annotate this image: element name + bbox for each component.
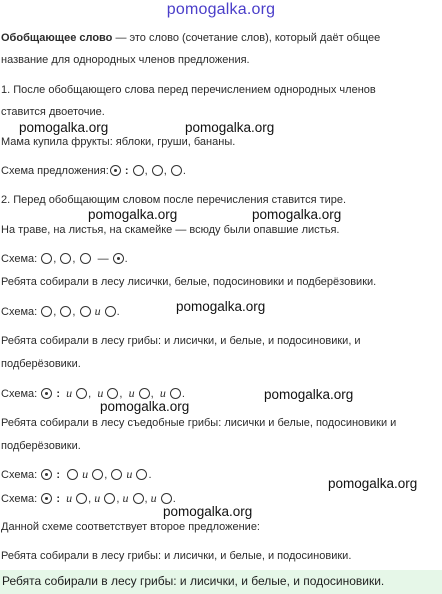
scheme-1: Схема предложения: : , , . (1, 165, 186, 177)
member-circle-icon (76, 493, 87, 504)
definition-line-1 (1, 31, 380, 45)
member-circle-icon (60, 306, 71, 317)
rule-1-line-1: 1. После обобщающего слова перед перечислением однородных членов (1, 84, 376, 96)
example-3: Ребята собирали в лесу лисички, белые, подосиновики и подберёзовики. (1, 276, 377, 288)
scheme-label: Схема: (1, 469, 38, 481)
answer-box (0, 570, 442, 594)
example-4-line-2: подберёзовики. (1, 358, 81, 370)
general-word-circle-icon (41, 388, 52, 399)
rule-1-line-2: ставится двоеточие. (1, 106, 105, 118)
scheme-5: Схема: : и , и . (1, 467, 152, 481)
general-word-circle-icon (41, 493, 52, 504)
member-circle-icon (104, 493, 115, 504)
watermark: pomogalka.org (19, 120, 109, 135)
member-circle-icon (136, 469, 147, 480)
scheme-label: Схема: (1, 493, 38, 505)
final-sentence: Ребята собирали в лесу грибы: и лисички, и белые, и подосиновики. (1, 550, 352, 562)
definition-line-2: название для однородных членов предложения. (1, 54, 250, 66)
member-circle-icon (76, 388, 87, 399)
watermark-top: pomogalka.org (166, 1, 276, 18)
rule-2: 2. Перед обобщающим словом после перечисления ставится тире. (1, 194, 347, 206)
member-circle-icon (107, 388, 118, 399)
general-word-circle-icon (113, 253, 124, 264)
definition-text: — это слово (сочетание слов), который даёт общее (112, 32, 381, 44)
scheme-3: Схема: , , и . (1, 304, 120, 318)
member-circle-icon (60, 253, 71, 264)
member-circle-icon (133, 165, 144, 176)
example-1: Мама купила фрукты: яблоки, груши, бананы. (1, 136, 236, 148)
watermark: pomogalka.org (163, 504, 253, 519)
scheme-2: Схема: , , — . (1, 253, 128, 265)
watermark: pomogalka.org (100, 399, 190, 414)
watermark: pomogalka.org (264, 387, 354, 402)
watermark: pomogalka.org (176, 299, 266, 314)
member-circle-icon (139, 388, 150, 399)
scheme-label: Схема: (1, 388, 38, 400)
member-circle-icon (133, 493, 144, 504)
member-circle-icon (67, 469, 78, 480)
member-circle-icon (92, 469, 103, 480)
watermark: pomogalka.org (252, 207, 342, 222)
general-word-circle-icon (41, 469, 52, 480)
example-5-line-2: подберёзовики. (1, 440, 81, 452)
member-circle-icon (111, 469, 122, 480)
member-circle-icon (41, 253, 52, 264)
watermark: pomogalka.org (328, 476, 418, 491)
example-5-line-1: Ребята собирали в лесу съедобные грибы: лисички и белые, подосиновики и (1, 417, 397, 429)
member-circle-icon (170, 388, 181, 399)
question: Данной схеме соответствует второе предложение: (1, 521, 260, 533)
scheme-4: Схема: : и , и , и , и . (1, 386, 185, 400)
general-word-circle-icon (110, 165, 121, 176)
member-circle-icon (171, 165, 182, 176)
example-2: На траве, на листья, на скамейке — всюду были опавшие листья. (1, 224, 340, 236)
watermark: pomogalka.org (185, 120, 275, 135)
answer-text: Ребята собирали в лесу грибы: и лисички, и белые, и подосиновики. (2, 574, 385, 588)
member-circle-icon (41, 306, 52, 317)
member-circle-icon (152, 165, 163, 176)
example-4-line-1: Ребята собирали в лесу грибы: и лисички, и белые, и подосиновики, и (1, 335, 361, 347)
scheme-label: Схема: (1, 253, 38, 265)
member-circle-icon (80, 306, 91, 317)
scheme-label: Схема предложения: (1, 165, 109, 177)
scheme-label: Схема: (1, 306, 38, 318)
scheme-6: Схема: : и , и , и , и . (1, 491, 176, 505)
member-circle-icon (105, 306, 116, 317)
definition-term: Обобщающее слово (1, 32, 113, 44)
member-circle-icon (80, 253, 91, 264)
watermark: pomogalka.org (88, 207, 178, 222)
member-circle-icon (161, 493, 172, 504)
